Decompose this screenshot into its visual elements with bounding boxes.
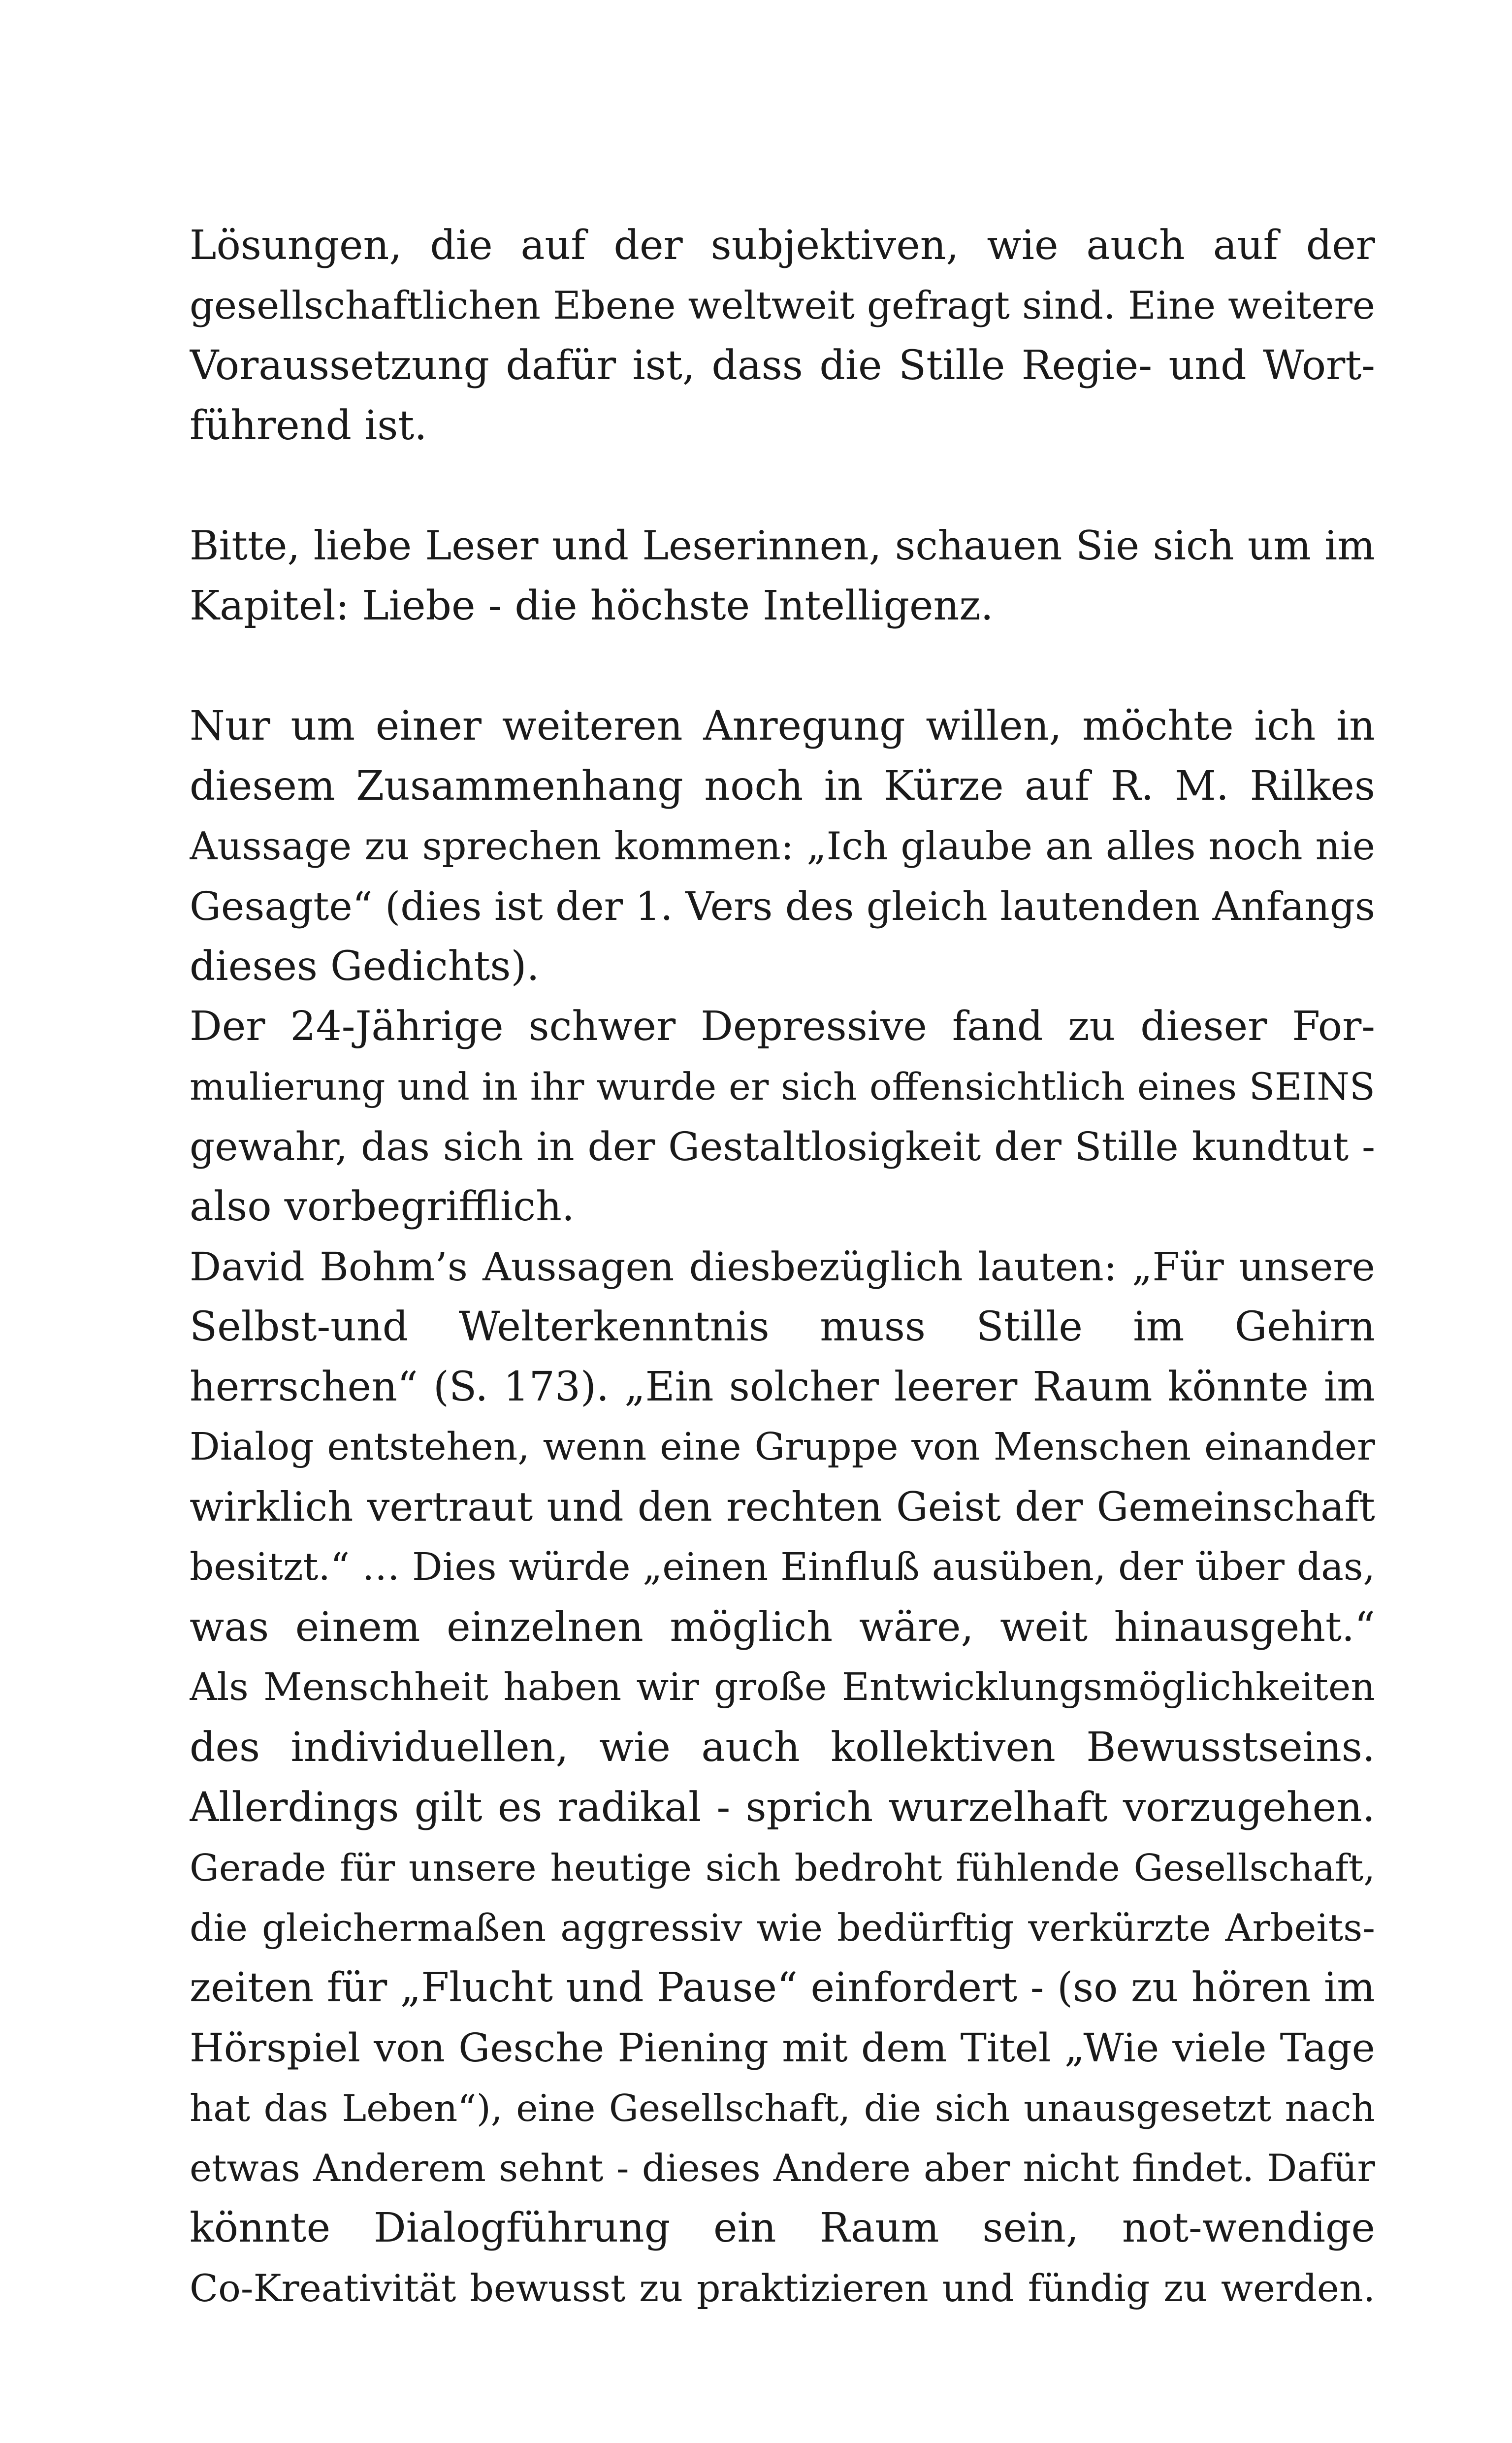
text-line: wirklich vertraut und den rechten Geist der Gemeinschaft [190,1484,1375,1531]
text-line: besitzt.“ … Dies würde „einen Einfluß ausüben, der über das, [190,1545,1375,1589]
text-line: Voraussetzung dafür ist, dass die Stille Regie- und Wort- [190,342,1375,389]
text-line: Kapitel: Liebe - die höchste Intelligenz. [190,583,994,629]
text-line: etwas Anderem sehnt - dieses Andere aber nicht findet. Dafür [190,2146,1375,2190]
text-line: Allerdings gilt es radikal - sprich wurzelhaft vorzugehen. [190,1784,1375,1831]
text-line: Selbst-und Welterkenntnis muss Stille im Gehirn [190,1303,1375,1350]
text-line: des individuellen, wie auch kollektiven Bewusstseins. [190,1724,1375,1771]
text-line: zeiten für „Flucht und Pause“ einfordert - (so zu hören im [190,1964,1375,2011]
text-line: hat das Leben“), eine Gesellschaft, die sich unausgesetzt nach [190,2086,1375,2130]
text-line: Bitte, liebe Leser und Leserinnen, schauen Sie sich um im [190,523,1375,569]
text-line: Der 24-Jährige schwer Depressive fand zu dieser For- [190,1003,1375,1050]
text-line: Gesagte“ (dies ist der 1. Vers des gleich lautenden Anfangs [190,883,1375,929]
text-line: gewahr, das sich in der Gestaltlosigkeit der Stille kundtut - [190,1124,1375,1170]
paragraph [190,216,1375,456]
text-line: herrschen“ (S. 173). „Ein solcher leerer Raum könnte im [190,1364,1375,1410]
text-line: Co-Kreativität bewusst zu praktizieren und fündig zu werden. [190,2266,1375,2310]
text-line: Hörspiel von Gesche Piening mit dem Titel „Wie viele Tage [190,2025,1375,2071]
paragraph [190,516,1375,636]
text-line: was einem einzelnen möglich wäre, weit hinausgeht.“ [190,1604,1375,1651]
text-line: die gleichermaßen aggressiv wie bedürftig verkürzte Arbeits- [190,1906,1375,1950]
text-line: diesem Zusammenhang noch in Kürze auf R. M. Rilkes [190,763,1375,810]
text-line: David Bohm’s Aussagen diesbezüglich lauten: „Für unsere [190,1244,1375,1290]
text-line: Nur um einer weiteren Anregung willen, möchte ich in [190,703,1375,749]
text-line: führend ist. [190,402,427,449]
text-line: dieses Gedichts). [190,943,540,990]
paragraph-gap [190,456,1375,516]
text-line: Lösungen, die auf der subjektiven, wie auch auf der [190,222,1375,269]
text-line: Als Menschheit haben wir große Entwicklungsmöglichkeiten [190,1665,1375,1709]
text-line: mulierung und in ihr wurde er sich offensichtlich eines SEINS [190,1065,1375,1108]
text-line: Gerade für unsere heutige sich bedroht fühlende Gesellschaft, [190,1846,1375,1889]
paragraph-gap [190,636,1375,696]
body-text [190,216,1375,2318]
text-line: Aussage zu sprechen kommen: „Ich glaube an alles noch nie [190,824,1375,869]
paragraph [190,696,1375,2318]
text-line: Dialog entstehen, wenn eine Gruppe von Menschen einander [190,1425,1375,1469]
text-line: gesellschaftlichen Ebene weltweit gefragt sind. Eine weitere [190,284,1375,328]
text-line: könnte Dialogführung ein Raum sein, not-wendige [190,2205,1375,2251]
text-line: also vorbegrifflich. [190,1183,575,1230]
